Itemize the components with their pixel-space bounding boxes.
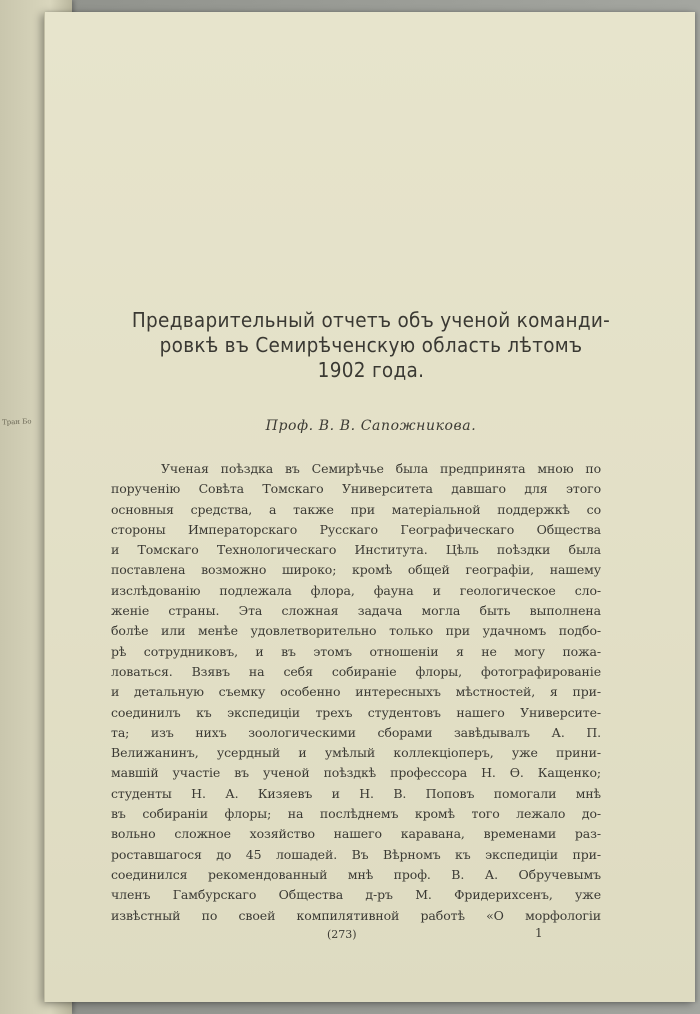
- body-line: порученію Совѣта Томскаго Университета давшаго для этого: [111, 481, 601, 497]
- body-line: роставшагося до 45 лошадей. Въ Вѣрномъ къ экспедиціи при-: [111, 846, 601, 862]
- page-number: (273): [327, 928, 357, 941]
- title-line: Предварительный отчетъ объ ученой команди-: [131, 308, 611, 332]
- article-body: [111, 459, 601, 926]
- body-line: мавшій участіе въ ученой поѣздкѣ профессора Н. Ѳ. Кащенко;: [111, 765, 601, 781]
- body-line: соединилъ къ экспедиціи трехъ студентовъ нашего Университе-: [111, 704, 601, 720]
- document-page: [44, 12, 695, 1002]
- body-line: болѣе или менѣе удовлетворительно только при удачномъ подбо-: [111, 623, 601, 639]
- left-page-fragment: Тран Бо: [1, 417, 32, 427]
- article-title: [111, 308, 631, 383]
- body-line: соединился рекомендованный мнѣ проф. В. А. Обручевымъ: [111, 866, 601, 882]
- body-line: извѣстный по своей компилятивной работѣ «О морфологіи: [111, 907, 601, 923]
- body-line: рѣ сотрудниковъ, и въ этомъ отношеніи я не могу пожа-: [111, 643, 601, 659]
- body-line: женіе страны. Эта сложная задача могла быть выполнена: [111, 603, 601, 619]
- article-author: Проф. В. В. Сапожникова.: [265, 418, 477, 434]
- body-line: поставлена возможно широко; кромѣ общей географіи, нашему: [111, 562, 601, 578]
- body-line: и детальную съемку особенно интересныхъ мѣстностей, я при-: [111, 684, 601, 700]
- title-line: 1902 года.: [317, 358, 425, 382]
- body-line: стороны Императорскаго Русскаго Географическаго Общества: [111, 521, 601, 537]
- body-line: Велижанинъ, усердный и умѣлый коллекціоперъ, уже прини-: [111, 745, 601, 761]
- body-line: студенты Н. А. Кизяевъ и Н. В. Поповъ помогали мнѣ: [111, 785, 601, 801]
- signature-mark: 1: [535, 926, 543, 940]
- body-line: членъ Гамбурскаго Общества д-ръ М. Фридерихсенъ, уже: [111, 887, 601, 903]
- body-line: та; изъ нихъ зоологическими сборами завѣдывалъ А. П.: [111, 724, 601, 740]
- body-line: ловаться. Взявъ на себя собираніе флоры, фотографированіе: [111, 663, 601, 679]
- body-line: изслѣдованію подлежала флора, фауна и геологическое сло-: [111, 582, 601, 598]
- body-line: и Томскаго Технологическаго Института. Цѣль поѣздки была: [111, 542, 601, 558]
- body-line: въ собираніи флоры; на послѣднемъ кромѣ того лежало до-: [111, 806, 601, 822]
- body-line: вольно сложное хозяйство нашего каравана, временами раз-: [111, 826, 601, 842]
- body-line: основныя средства, а также при матеріальной поддержкѣ со: [111, 501, 601, 517]
- body-line: Ученая поѣздка въ Семирѣчье была предпринята мною по: [161, 461, 601, 476]
- title-line: ровкѣ въ Семирѣченскую область лѣтомъ: [159, 333, 583, 357]
